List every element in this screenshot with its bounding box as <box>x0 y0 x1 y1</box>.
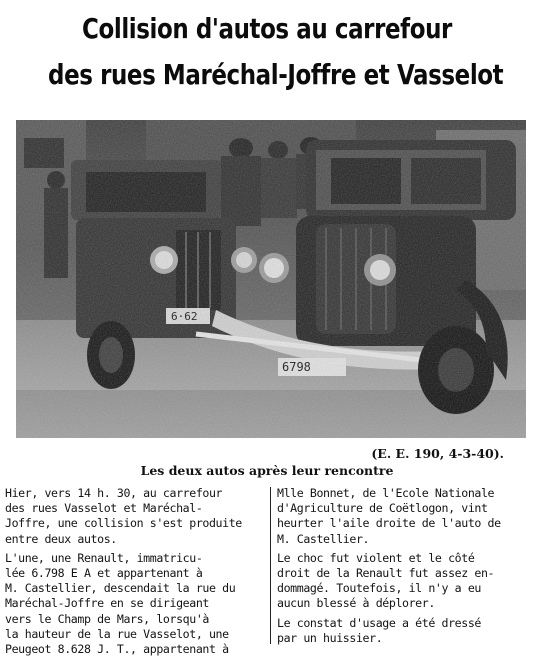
news-photo <box>16 120 526 438</box>
paragraph <box>5 551 267 657</box>
paragraph <box>277 616 532 646</box>
headline-line-1: Collision d'autos au carrefour <box>82 12 452 45</box>
headline-line-2: des rues Maréchal-Joffre et Vasselot <box>48 58 504 91</box>
text-line: heurter l'aile droite de l'auto de <box>277 516 501 531</box>
text-line: entre deux autos. <box>5 531 117 546</box>
column-divider <box>270 487 271 644</box>
paragraph <box>5 486 267 547</box>
photo-credit: (E. E. 190, 4-3-40). <box>371 446 504 461</box>
text-line: Le choc fut violent et le côté <box>277 550 475 565</box>
photo-caption: Les deux autos après leur rencontre <box>140 463 394 478</box>
text-line: Peugeot 8.628 J. T., appartenant à <box>5 642 229 657</box>
article-left-column <box>5 486 267 657</box>
paragraph <box>277 551 532 612</box>
text-line: Hier, vers 14 h. 30, au carrefour <box>5 486 223 500</box>
text-line: L'une, une Renault, immatricu- <box>5 550 203 565</box>
text-line: la hauteur de la rue Vasselot, une <box>5 626 229 641</box>
text-line: lée 6.798 E A et appartenant à <box>5 566 203 581</box>
paragraph <box>277 486 532 547</box>
text-line: Mlle Bonnet, de l'Ecole Nationale <box>277 486 495 500</box>
text-line: droit de la Renault fut assez en- <box>277 566 495 581</box>
text-line: des rues Vasselot et Maréchal- <box>5 501 203 516</box>
text-line: Joffre, une collision s'est produite <box>5 516 242 531</box>
text-line: Maréchal-Joffre en se dirigeant <box>5 596 209 611</box>
text-line: dommagé. Toutefois, il n'y a eu <box>277 581 481 596</box>
article-right-column <box>277 486 532 646</box>
text-line: vers le Champ de Mars, lorsqu'à <box>5 611 209 626</box>
text-line: Le constat d'usage a été dressé <box>277 615 481 630</box>
text-line: M. Castellier, descendait la rue du <box>5 581 236 596</box>
text-line: aucun blessé à déplorer. <box>277 596 435 611</box>
text-line: par un huissier. <box>277 630 383 645</box>
text-line: d'Agriculture de Coëtlogon, vint <box>277 501 488 516</box>
text-line: M. Castellier. <box>277 531 370 546</box>
headline <box>48 6 504 98</box>
